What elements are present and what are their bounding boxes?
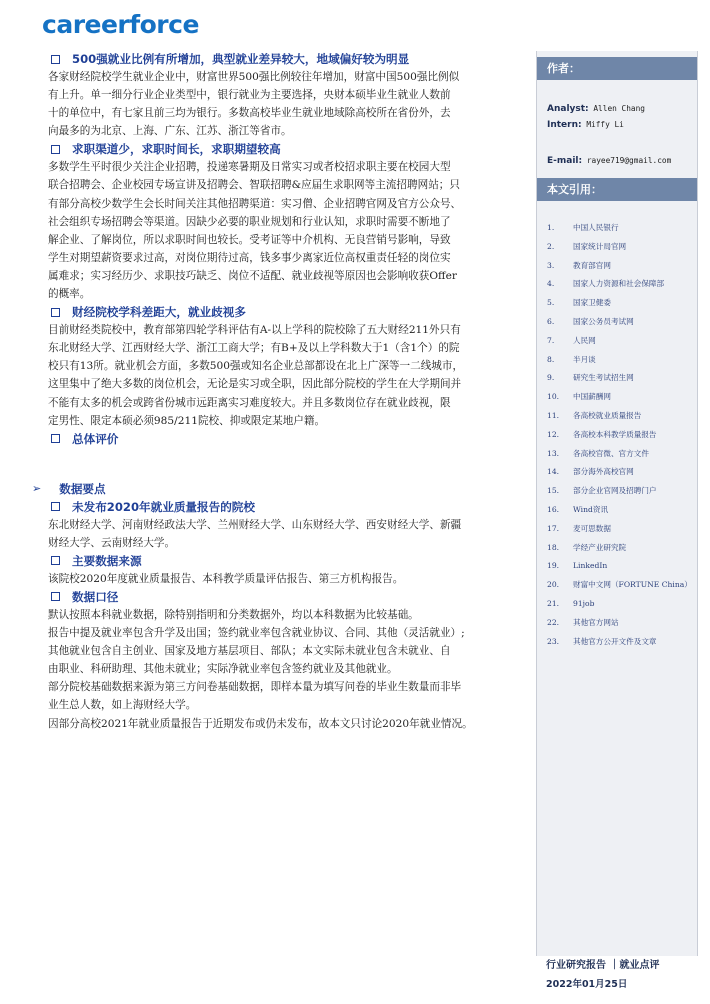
reference-item (547, 576, 697, 595)
section-paragraph: 东北财经大学、河南财经政法大学、兰州财经大学、山东财经大学、西安财经大学、新疆 财经大学、云南财经大学。 (48, 518, 462, 549)
reference-item (547, 539, 697, 558)
square-bullet-icon (51, 145, 60, 154)
references-list (537, 219, 697, 651)
spacer (48, 448, 536, 480)
reference-item (547, 463, 697, 482)
reference-item (547, 332, 697, 351)
reference-number: 7. (547, 335, 555, 345)
section-heading: 数据口径 (48, 588, 536, 606)
references-title: 本文引用： (537, 178, 697, 201)
reference-text: 中国薪酬网 (573, 392, 611, 402)
footer (536, 956, 696, 996)
reference-number: 4. (547, 279, 555, 289)
reference-item (547, 482, 697, 501)
reference-text: 91job (573, 598, 595, 608)
section-paragraph: 默认按照本科就业数据，除特别指明和分类数据外，均以本科数据为比较基础。 报告中提及就业率包含升学及出国；签约就业率包含就业协议、合同、其他（灵活就业）; 其他就业包含自主创业、国家及地方基层项目、部队；本文实际未就业包含未就业、自 由职业、科研助理、其他未就业；实际净就业率包含签约就业及其他就业。 部分院校基础数据来源为第三方问卷基础数据，即样本量为填写问卷的毕业生数量而非毕 业生总人数，如上海财经大学。 因部分高校2021年就业质量报告于近期发布或仍未发布，故本文只讨论2020年就业情况。 (48, 608, 473, 730)
reference-number: 17. (547, 523, 560, 533)
reference-item (547, 501, 697, 520)
reference-item (547, 219, 697, 238)
careerforce-logo: careerforce (42, 10, 199, 39)
reference-number: 16. (547, 504, 560, 514)
email-line: E-mail: rayee719@gmail.com (547, 156, 672, 166)
reference-number: 18. (547, 542, 560, 552)
reference-item (547, 294, 697, 313)
sidebar (536, 51, 698, 956)
reference-item (547, 351, 697, 370)
data-points-section (32, 480, 536, 733)
reference-number: 23. (547, 636, 560, 646)
reference-number: 15. (547, 486, 560, 496)
reference-text: Wind资讯 (573, 504, 609, 514)
reference-item (547, 595, 697, 614)
main-content (32, 50, 536, 733)
section-paragraph: 各家财经院校学生就业企业中，财富世界500强比例较往年增加，财富中国500强比例似 有上升。单一细分行业企业类型中，银行就业为主要选择，央财本硕毕业生就业人数前 十的单位中，有七家且前三均为银行。多数高校毕业生就业地域除高校所在省份外，去 向最多的为北京、上海、广东、江苏、浙江等省市。 (48, 71, 460, 138)
section-paragraph: 多数学生平时很少关注企业招聘，投递寒暑期及日常实习或者校招求职主要在校园大型 联合招聘会、企业校园专场宣讲及招聘会、智联招聘&应届生求职网等主流招聘网站；只 有部分高校少数学生会长时间关注其他招聘渠道：实习僧、企业招聘官网及官方公众号、 社会组织专场招聘会等渠道。因缺少必要的职业规划和行业认知，求职时需要不断地了 解企业、了解岗位，所以求职时间也较长。受考证等中介机构、无良营销号影响，导致 学生对期望薪资要求过高，对岗位期待过高，钱多事少离家近位高权重责任轻的岗位实 属难求；实习经历少、求职技巧缺乏、岗位不适配、就业歧视等原因也会影响收获Offer 的概率。 (48, 161, 462, 301)
reference-item (547, 388, 697, 407)
intern-line: Intern: Miffy Li (547, 120, 624, 130)
section-heading: 总体评价 (48, 430, 536, 448)
reference-number: 20. (547, 580, 560, 590)
reference-text: 国家卫健委 (573, 298, 611, 308)
reference-number: 1. (547, 223, 555, 232)
reference-text: 其他官方网站 (573, 617, 619, 627)
reference-text: 研究生考试招生网 (573, 373, 634, 383)
reference-number: 3. (547, 260, 555, 270)
reference-number: 2. (547, 241, 555, 251)
authors-title: 作者： (537, 57, 697, 80)
reference-number: 8. (547, 354, 555, 364)
reference-number: 6. (547, 316, 555, 326)
report-type: 行业研究报告 ｜就业点评 (546, 960, 660, 971)
square-bullet-icon (51, 592, 60, 601)
reference-number: 14. (547, 467, 560, 477)
reference-text: 其他官方公开文件及文章 (573, 636, 657, 646)
reference-number: 10. (547, 392, 560, 402)
square-bullet-icon (51, 556, 60, 565)
reference-number: 5. (547, 298, 555, 308)
reference-text: 人民网 (573, 335, 596, 345)
reference-text: LinkedIn (573, 561, 608, 571)
reference-item (547, 257, 697, 276)
report-date: 2022年01月25日 (546, 979, 628, 990)
section-heading: 求职渠道少，求职时间长，求职期望较高 (48, 140, 536, 158)
reference-text: 学经产业研究院 (573, 542, 627, 552)
reference-item (547, 238, 697, 257)
reference-item (547, 313, 697, 332)
reference-text: 部分海外高校官网 (573, 467, 634, 477)
reference-text: 各高校就业质量报告 (573, 410, 642, 420)
reference-text: 部分企业官网及招聘门户 (573, 486, 657, 496)
section-overall-evaluation (48, 430, 536, 448)
reference-number: 11. (547, 410, 560, 420)
reference-text: 教育部官网 (573, 260, 611, 270)
data-points-heading: ➢ 数据要点 (32, 481, 106, 496)
reference-number: 9. (547, 373, 555, 383)
reference-item (547, 275, 697, 294)
reference-text: 财富中文网（FORTUNE China） (573, 580, 692, 590)
reference-item (547, 445, 697, 464)
reference-item (547, 426, 697, 445)
reference-text: 国家统计局官网 (573, 241, 627, 251)
reference-text: 麦可思数据 (573, 523, 611, 533)
reference-text: 半月谈 (573, 354, 596, 364)
reference-number: 13. (547, 448, 560, 458)
square-bullet-icon (51, 434, 60, 443)
arrow-bullet-icon: ➢ (32, 481, 42, 495)
reference-number: 21. (547, 598, 560, 608)
analyst-line: Analyst: Allen Chang (547, 104, 645, 114)
square-bullet-icon (51, 55, 60, 64)
reference-number: 19. (547, 561, 560, 571)
reference-item (547, 520, 697, 539)
reference-item (547, 407, 697, 426)
reference-text: 中国人民银行 (573, 223, 619, 232)
section-heading: 未发布2020年就业质量报告的院校 (48, 498, 536, 516)
section-heading: 主要数据来源 (48, 552, 536, 570)
section-job-channels (48, 140, 536, 303)
section-discipline-gap (48, 303, 536, 430)
section-paragraph: 目前财经类院校中，教育部第四轮学科评估有A-以上学科的院校除了五大财经211外只有 东北财经大学、江西财经大学、浙江工商大学；有B+及以上学科数大于1（含1个）的院 校只有13所。就业机会方面，多数500强或知名企业总部都设在北上广深等一二线城市， 这里集中了绝大多数的岗位机会，无论是实习或全职，因此部分院校的学生在大学期间并 不能有太多的机会或跨省份城市远距离实习难度较大。并且多数岗位存在就业歧视，限 定男性、限定本硕必须985/211院校、抑或限定某地户籍。 (48, 324, 464, 427)
reference-text: 各高校本科教学质量报告 (573, 429, 657, 439)
reference-item (547, 614, 697, 633)
section-heading: 500强就业比例有所增加，典型就业差异较大，地域偏好较为明显 (48, 50, 536, 68)
reference-text: 国家人力资源和社会保障部 (573, 279, 665, 289)
square-bullet-icon (51, 502, 60, 511)
reference-item (547, 633, 697, 652)
reference-text: 各高校官微、官方文件 (573, 448, 649, 458)
section-500 (48, 50, 536, 140)
reference-item (547, 369, 697, 388)
reference-number: 22. (547, 617, 560, 627)
reference-text: 国家公务员考试网 (573, 316, 634, 326)
reference-item (547, 557, 697, 576)
square-bullet-icon (51, 308, 60, 317)
reference-number: 12. (547, 429, 560, 439)
section-paragraph: 该院校2020年度就业质量报告、本科教学质量评估报告、第三方机构报告。 (48, 572, 404, 585)
section-heading: 财经院校学科差距大，就业歧视多 (48, 303, 536, 321)
